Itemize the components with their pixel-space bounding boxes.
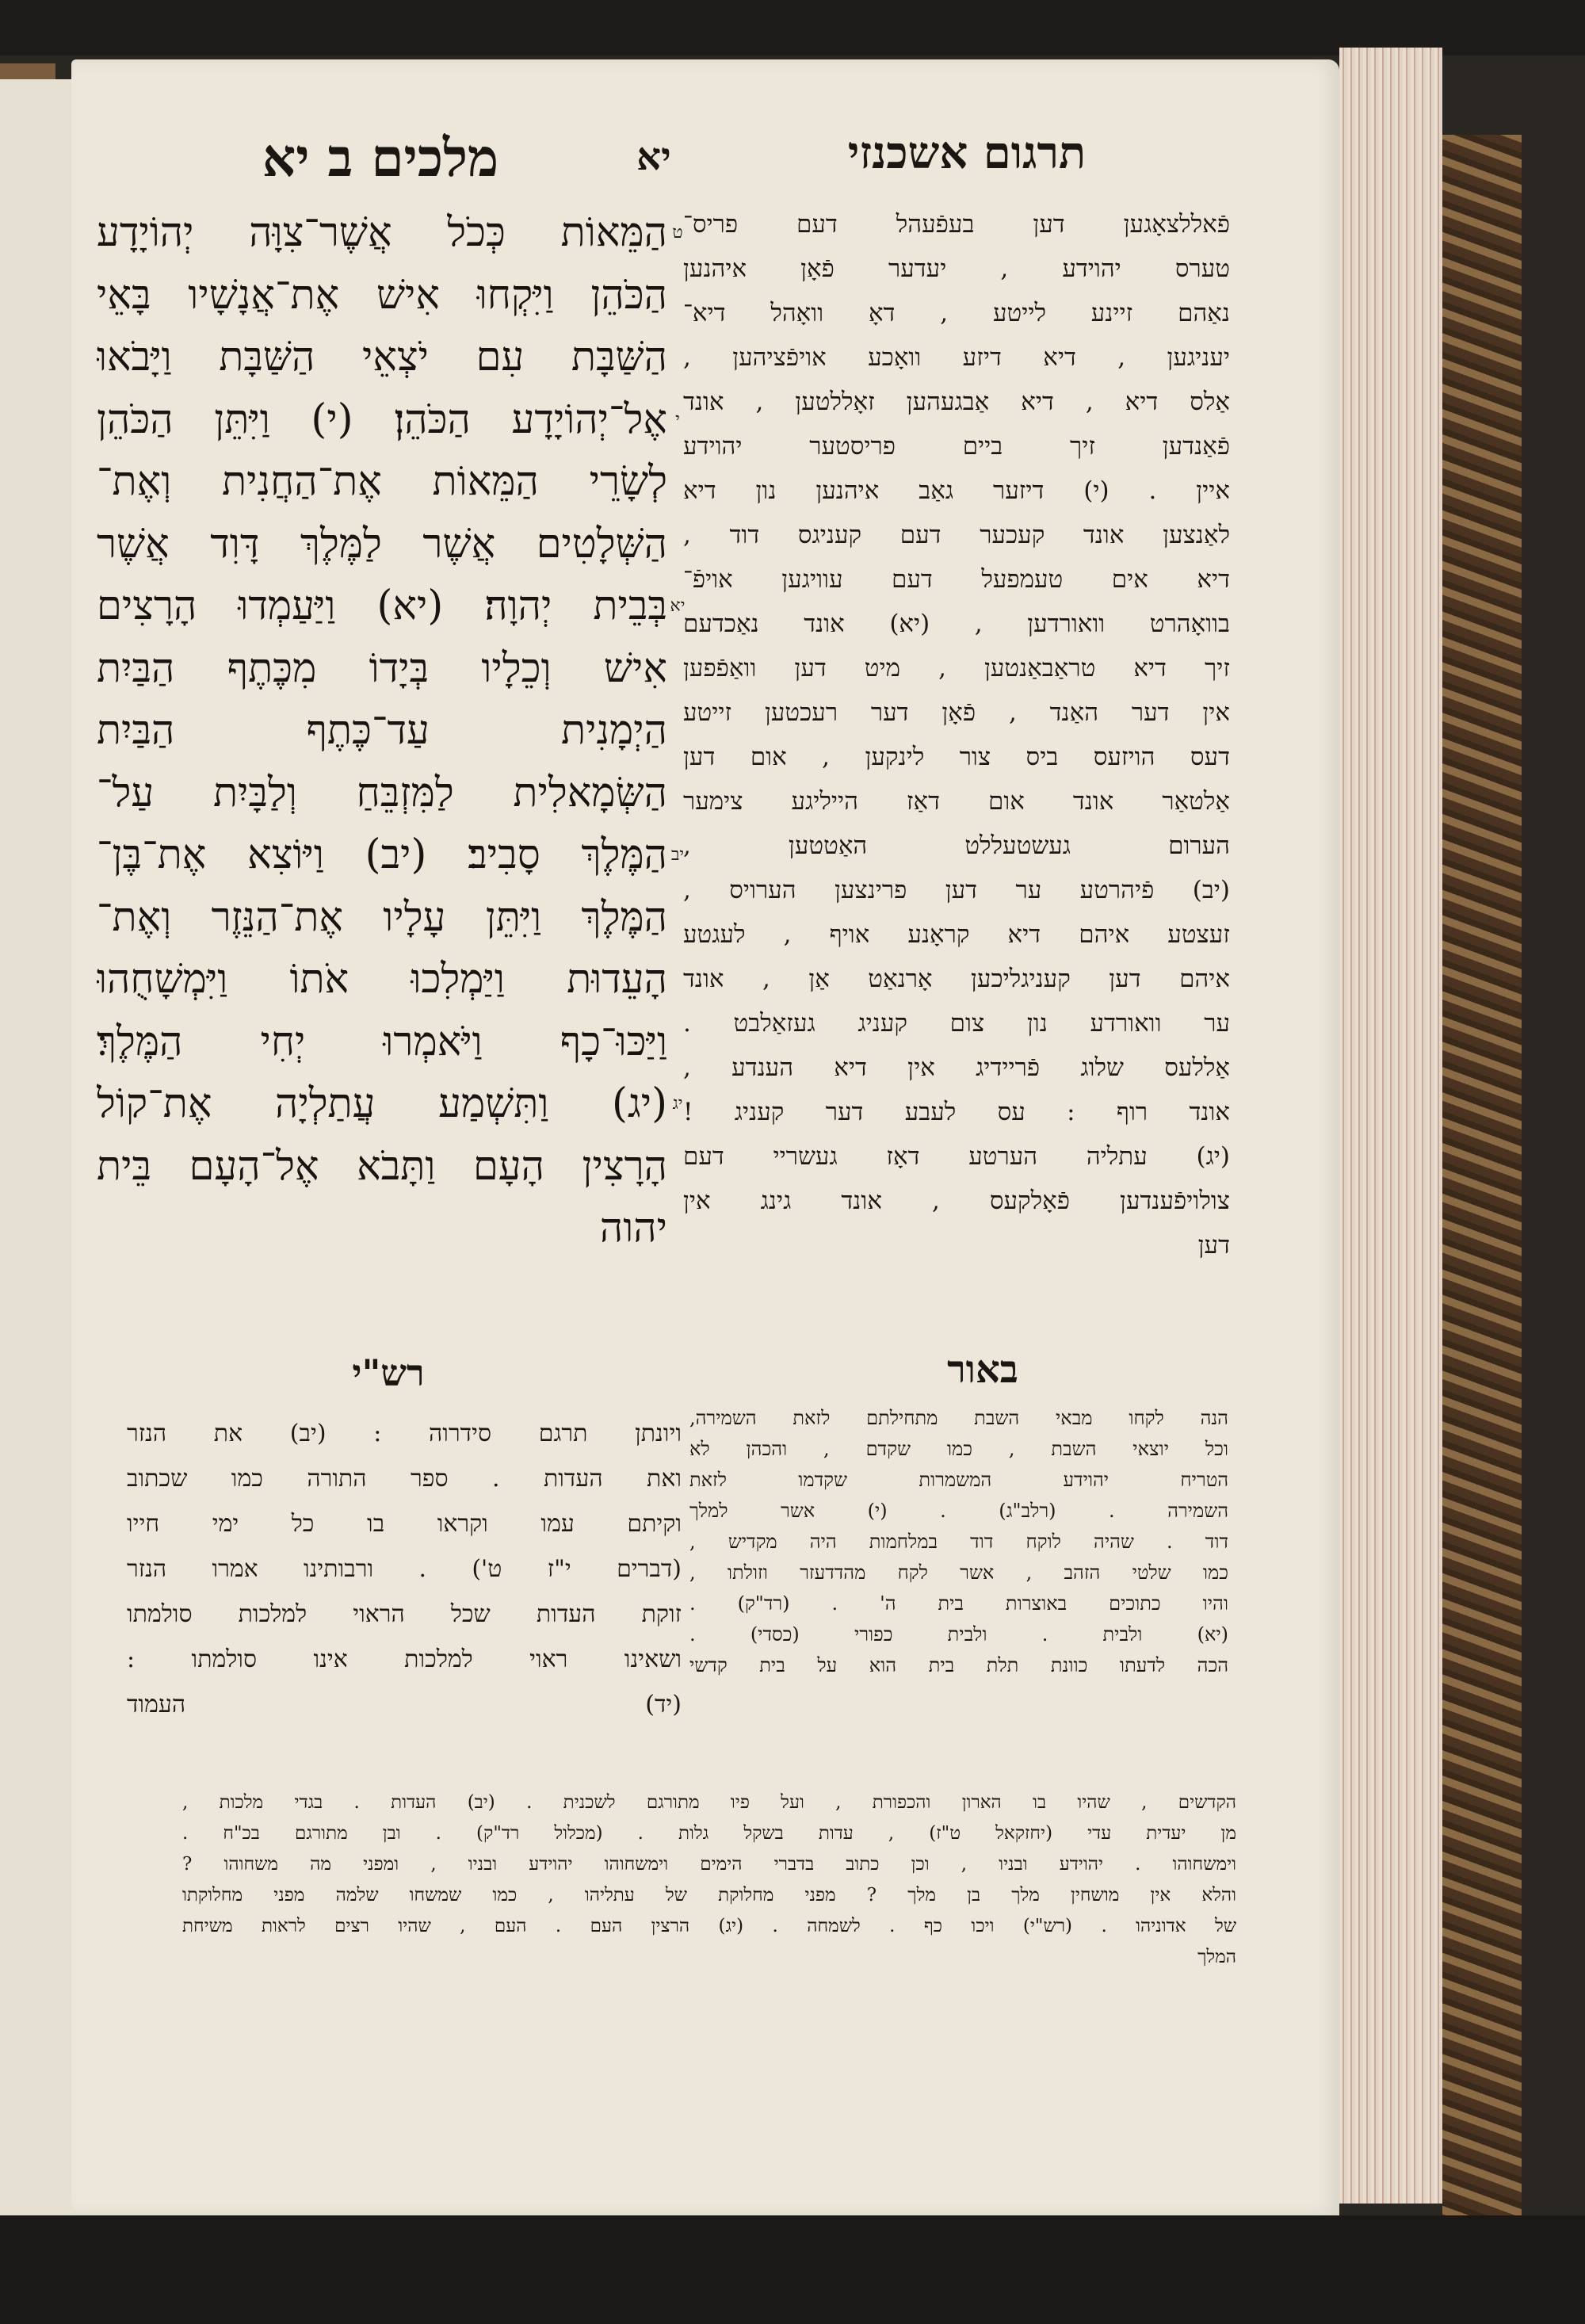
footnote-block [182, 1787, 1236, 1973]
background-bottom [0, 2215, 1585, 2324]
rashi-line: (דברים י"ז ט') . ורבותינו אמרו הנזר [127, 1555, 682, 1583]
rashi-column [127, 1411, 682, 1727]
targum-line: אין דער האַנד , פֿאָן דער רעכטען זייטע [683, 698, 1230, 727]
targum-title: תרגום אשכנזי [847, 127, 1087, 179]
targum-line: נאַהם זיינע לייטע , דאָ וואָהל דיא־ [683, 299, 1230, 327]
main-text-line: הַמֶּלֶךְ סָבִיב׃ (יב) וַיּוֹצִא אֶת־בֶּן־ [97, 831, 667, 878]
targum-line: דעס הויזעס ביס צור לינקען , אום דען [683, 743, 1230, 771]
main-text-line: וַיַּכּוּ־כָף וַיֹּאמְרוּ יְחִי הַמֶּלֶךְ׃ [97, 1018, 667, 1065]
main-text-column [97, 202, 667, 1260]
main-text-line: הָרָצִין הָעָם וַתָּבֹא אֶל־הָעָם בֵּית [97, 1142, 667, 1190]
targum-line: אַללעס שלוג פֿריידיג אין דיא הענדע , [683, 1053, 1230, 1082]
biur-line: והיו כתוכים באוצרות בית ה' . (רד"ק) . [689, 1592, 1228, 1615]
footnote-line: וימשחוהו . יהוידע ובניו , וכן כתוב בדברי הימים וימשחוהו יהוידע ובניו , ומפני מה משחוהו ? [182, 1854, 1236, 1875]
page-title: מלכים ב יא [262, 127, 499, 189]
main-text-line: הַשַּׁבָּת עִם יֹצְאֵי הַשַּׁבָּת וַיָּבֹאוּ [97, 334, 667, 380]
targum-line: יעניגען , דיא דיזע וואָכע אויפֿציהען , [683, 343, 1230, 372]
footnote-line: הקדשים , שהיו בו הארון והכפורת , ועל פיו מתורגם לשכנית . (יב) העדות . בגדי מלכות , [182, 1792, 1236, 1813]
page-edges [1339, 48, 1442, 2204]
main-text-line: הַמֵּאוֹת כְּכֹל אֲשֶׁר־צִוָּה יְהוֹיָדָע [97, 209, 667, 256]
biur-line: וכל יוצאי השבת , כמו שקדם , והכהן לא [689, 1438, 1228, 1460]
chapter-mark: יא [636, 135, 671, 179]
targum-line: אַלטאַר אונד אום דאַז הייליגע צימער [683, 787, 1230, 816]
targum-line: אונד רוף : עס לעבע דער קעניג ! [683, 1098, 1230, 1126]
main-text-line: הַיְמָנִית עַד־כֶּתֶף הַבַּיִת [97, 707, 667, 754]
targum-column [683, 202, 1230, 1267]
main-text-line: הַכֹּהֵן וַיִּקְחוּ אִישׁ אֶת־אֲנָשָׁיו בָּאֵי [97, 271, 667, 319]
verse-marker: יא [670, 596, 686, 616]
targum-line: לאַנצען אונד קעכער דעם קעניגס דוד , [683, 521, 1230, 549]
rashi-heading: רש"י [352, 1351, 425, 1394]
footnote-line: והלא אין מושחין מלך בן מלך ? מפני מחלוקת של עתליהו , כמו שמשחו שלמה מפני מחלוקתו [182, 1885, 1236, 1905]
targum-line: בוואָהרט וואורדען , (יא) אונד נאַכדעם [683, 610, 1230, 638]
footnote-line: של אדוניהו . (רש"י) ויכו כף . לשמחה . (יג) הרצין העם . העם , שהיו רצים לראות משיחת [182, 1916, 1236, 1936]
rashi-line: ושאינו ראוי למלכות אינו סולמתו : [127, 1646, 682, 1673]
targum-line: איהם דען קעניגליכען אָרנאַט אַן , אונד [683, 965, 1230, 993]
left-page-edge [0, 79, 75, 2235]
biur-line: כמו שלטי הזהב , אשר לקח מהדדעזר וזולתו , [689, 1561, 1228, 1584]
main-text-line: הָעֵדוּת וַיַּמְלִכוּ אֹתוֹ וַיִּמְשָׁחֻהוּ [97, 956, 667, 1003]
rashi-line: ואת העדות . ספר התורה כמו שכתוב [127, 1465, 682, 1493]
targum-line: זעצטע איהם דיא קראָנע אויף , לעגטע [683, 920, 1230, 949]
targum-line: הערום געשטעללט האַטטען , [683, 831, 1230, 860]
rashi-line: (יד) העמוד [127, 1691, 682, 1718]
main-text-line: יהוה [599, 1205, 667, 1252]
main-text-line: (יג) וַתִּשְׁמַע עֲתַלְיָה אֶת־קוֹל [97, 1080, 667, 1127]
book-cover-edge [1442, 135, 1522, 2275]
verse-marker: ט [672, 223, 683, 243]
targum-line: פֿאַנדען זיך ביים פריסטער יהוידע [683, 432, 1230, 461]
targum-line: זיך דיא טראַבאַנטען , מיט דען וואַפֿפען [683, 654, 1230, 682]
biur-line: דוד . שהיה לוקח דוד במלחמות היה מקדיש , [689, 1531, 1228, 1553]
main-text-line: בְּבֵית יְהוָה׃ (יא) וַיַּעַמְדוּ הָרָצִים [97, 583, 667, 629]
main-text-line: הַמֶּלֶךְ וַיִּתֵּן עָלָיו אֶת־הַנֵּזֶר וְאֶת־ [97, 893, 667, 941]
targum-line: דען [1197, 1231, 1230, 1259]
biur-line: הטריח יהוידע המשמרות שקדמו לזאת [689, 1469, 1228, 1491]
targum-line: טערס יהוידע , יעדער פֿאָן איהנען [683, 254, 1230, 283]
targum-line: פֿאללצאָגען דען בעפֿעהל דעם פריס־ [683, 210, 1230, 239]
targum-line: איין . (י) דיזער גאַב איהנען נון דיא [683, 476, 1230, 505]
rashi-line: וקיתם עמו וקראו בו כל ימי חייו [127, 1510, 682, 1538]
footnote-line: מן יעדית עדי (יחזקאל ט"ז) , עדות בשקל גלות . (מכלול רד"ק) . ובן מתורגם בכ"ח . [182, 1823, 1236, 1844]
main-text-line: לְשָׂרֵי הַמֵּאוֹת אֶת־הַחֲנִית וְאֶת־ [97, 458, 667, 505]
targum-line: ער וואורדע נון צום קעניג געזאַלבט . [683, 1009, 1230, 1038]
biur-column [689, 1403, 1228, 1681]
targum-line: צולויפֿענדען פֿאָלקעס , אונד גינג אין [683, 1187, 1230, 1215]
footnote-line: המלך [1197, 1947, 1236, 1967]
verse-marker: י [675, 409, 680, 430]
targum-line: (יג) עתליה הערטע דאָז געשריי דעם [683, 1142, 1230, 1171]
verse-marker: יג [672, 1094, 683, 1114]
rashi-line: זוקת העדות שכל הראוי למלכות סולמתו [127, 1600, 682, 1628]
targum-line: אַלס דיא , דיא אַבגעהען זאָללטען , אונד [683, 388, 1230, 416]
targum-line: דיא אים טעמפעל דעם עוויגען אויפֿ־ [683, 565, 1230, 594]
main-text-line: הַשְּׁלָטִים אֲשֶׁר לַמֶּלֶךְ דָּוִד אֲשֶׁר [97, 520, 667, 568]
biur-line: הכה לדעתו כוונת תלת בית הוא על בית קדשי [689, 1654, 1228, 1676]
biur-line: השמירה . (רלב"ג) . (י) אשר למלך [689, 1500, 1228, 1522]
biur-line: (יא) ולבית . ולבית כפורי (כסדי) . [689, 1623, 1228, 1646]
main-text-line: הַשְּׂמָאלִית לַמִּזְבֵּחַ וְלַבָּיִת עַל־ [97, 769, 667, 816]
biur-heading: באור [947, 1347, 1018, 1392]
rashi-line: ויונתן תרגם סידרוה : (יב) את הנזר [127, 1420, 682, 1447]
targum-line: (יב) פֿיהרטע ער דען פרינצען הערויס , [683, 876, 1230, 904]
biur-line: הנה לקחו מבאי השבת מתחילתם לזאת השמירה, [689, 1407, 1228, 1429]
main-text-line: אֶל־יְהוֹיָדָע הַכֹּהֵן׃ (י) וַיִּתֵּן הַכֹּהֵן [97, 396, 667, 443]
main-text-line: אִישׁ וְכֵלָיו בְּיָדוֹ מִכֶּתֶף הַבַּיִת [97, 644, 667, 692]
verse-marker: יב [670, 845, 685, 865]
